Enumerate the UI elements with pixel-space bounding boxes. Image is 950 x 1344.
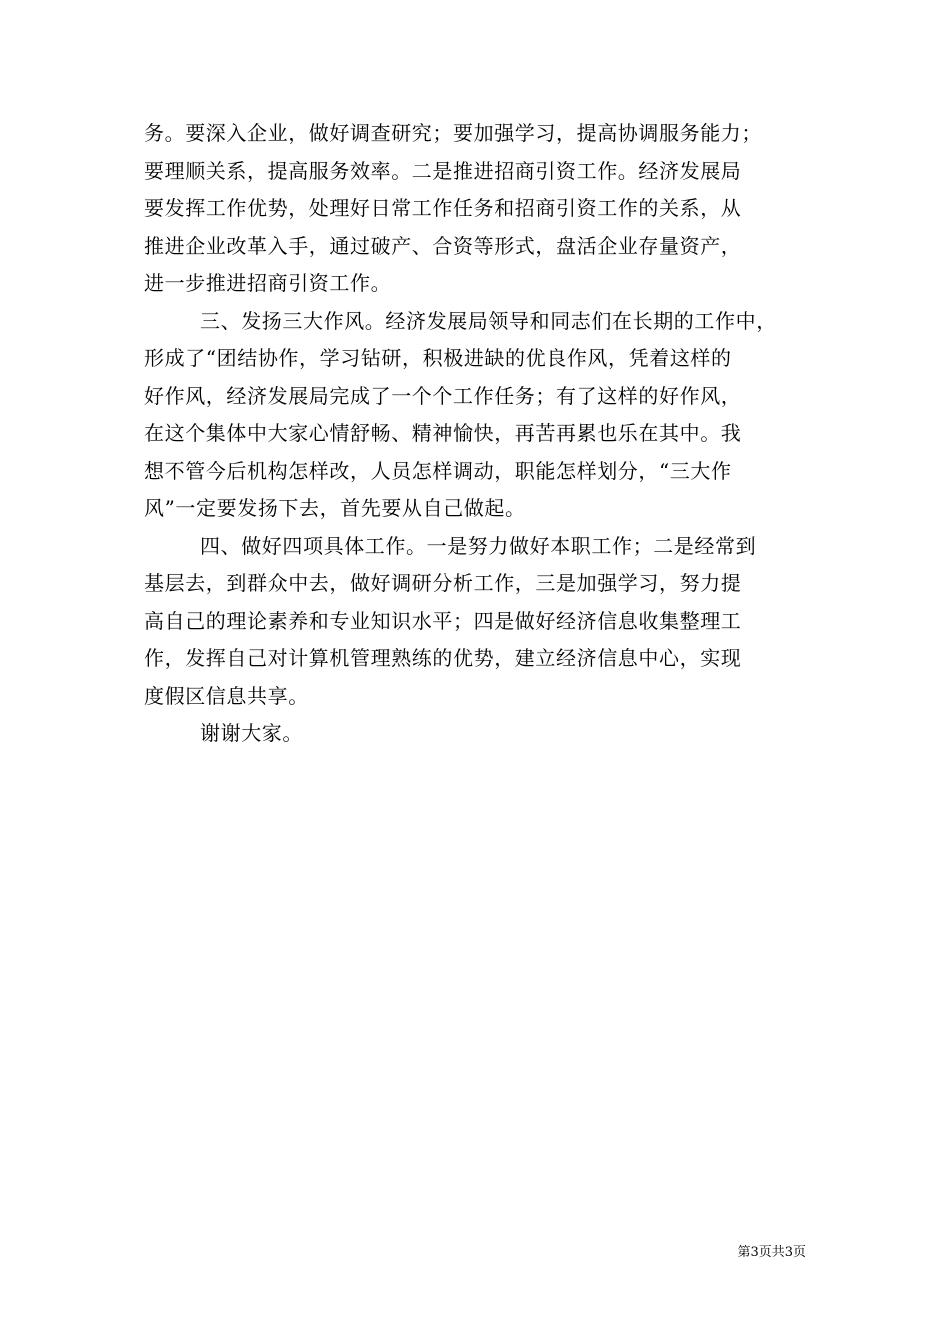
text-line: 作，发挥自己对计算机管理熟练的优势，建立经济信息中心，实现	[144, 646, 742, 670]
closing-line: 谢谢大家。	[200, 721, 303, 745]
text-line: 度假区信息共享。	[144, 683, 309, 708]
text-line: 高自己的理论素养和专业知识水平；四是做好经济信息收集整理工	[144, 608, 742, 633]
text-line: 形成了“团结协作，学习钻研，积极进缺的优良作风，凭着这样的	[144, 346, 732, 370]
paragraph-start-line: 三、发扬三大作风。经济发展局领导和同志们在长期的工作中，	[200, 308, 777, 333]
text-line: 推进企业改革入手，通过破产、合资等形式，盘活企业存量资产，	[144, 233, 742, 258]
text-line: 想不管今后机构怎样改，人员怎样调动，职能怎样划分，“三大作	[144, 458, 732, 483]
text-line: 要发挥工作优势，处理好日常工作任务和招商引资工作的关系，从	[144, 196, 742, 220]
page-number-footer: 第3页共3页	[737, 1245, 806, 1260]
text-line: 进一步推进招商引资工作。	[144, 271, 392, 295]
text-line: 在这个集体中大家心情舒畅、精神愉快，再苦再累也乐在其中。我	[144, 421, 742, 445]
paragraph-start-line: 四、做好四项具体工作。一是努力做好本职工作；二是经常到	[200, 533, 757, 558]
text-line: 风”一定要发扬下去，首先要从自己做起。	[144, 496, 526, 520]
text-line: 务。要深入企业，做好调查研究；要加强学习，提高协调服务能力；	[144, 121, 762, 145]
text-line: 好作风，经济发展局完成了一个个工作任务；有了这样的好作风，	[144, 383, 742, 408]
document-body	[144, 115, 812, 753]
text-line: 要理顺关系，提高服务效率。二是推进招商引资工作。经济发展局	[144, 158, 742, 183]
text-line: 基层去，到群众中去，做好调研分析工作，三是加强学习，努力提	[144, 571, 742, 595]
